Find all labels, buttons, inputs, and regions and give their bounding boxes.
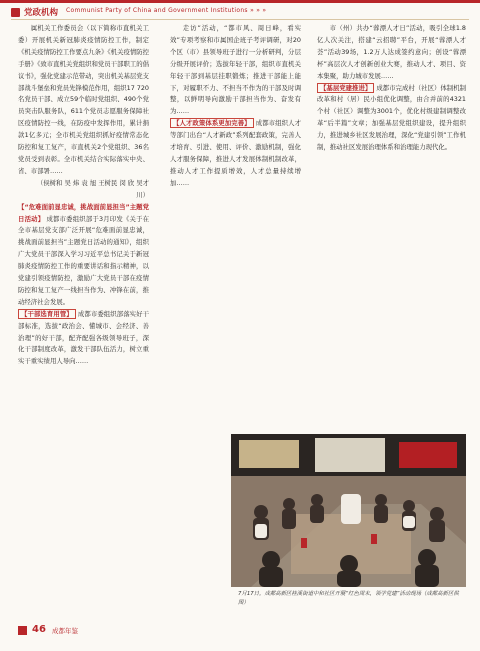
subsection-body: 成都市组织人才等部门出台“人才新政”系列配套政策，完善人才培育、引进、使用、评价、激励机制，强化人才服务保障，推进人才发展体制机制改革，推动人才工作提质增效，人才总量持续增加…… [170,119,301,187]
section-square-icon [11,8,20,17]
author-signature: （侯树和 吴 炜 袁 旭 王树民 闵 欣 吴才川） [36,178,149,199]
subsection [317,83,466,154]
section-subtitle: Communist Party of China and Government Institutions » » » [66,7,267,14]
subsection-body: 成都市委组织部于3月印发《关于在全市基层党支部广泛开展“危难面前显忠诚，挑战面前显担当”主题党日活动的通知》，组织广大党员干部深入学习习近平总书记关于新冠肺炎疫情防控工作的重要讲话和指示精神，以党建引领疫情防控，激励广大党员干部在疫情防控和复工复产一线担当作为、冲锋在前，推动经济社会发展。 [18,214,149,306]
subsection-title: 【人才政策体系更加完善】 [170,118,254,128]
magazine-name: 成都年鉴 [52,627,78,635]
page-marker-icon [18,626,27,635]
text-column-2 [170,23,301,190]
subsection-title: 【“危难面前显忠诚，挑战面前显担当”主题党日活动】 [18,202,149,223]
header-red-bar [0,0,480,3]
subsection [18,309,149,369]
subsection [18,202,149,309]
event-photo [231,434,466,587]
page-footer [0,612,480,651]
subsection-body: 成都市完成村（社区）体制机制改革和村（居）民小组优化调整，由合并前的4321个村（社区）调整为3001个，优化村级建制调整改革“后半篇”文章；加强基层党组织建设，提升组织力，推进城乡社区发展治理，深化“党建引领”工作机制，推动社区发展治理体系和治理能力现代化。 [317,83,467,152]
subsection [170,118,301,189]
subsection-title: 【干部选育用管】 [18,309,76,319]
page-number: 46 [32,624,46,635]
text-column-3 [317,23,466,154]
section-title: 党政机构 [24,8,59,18]
subsection-title: 【基层党建推进】 [317,83,374,93]
photo-caption: 7月17日，成都高新区桂溪街道中和社区开展“红色周末，领学党建”活动现场（成都高新区供图） [238,591,459,606]
subsection-body: 成都市委组织部落实好干部标准，选拔“政治会、懂城市、会经济、善治理”的好干部，配齐配强各级领导班子，深化干部制度改革，激发干部队伍活力，树立重实干重实绩用人导向…… [18,309,150,366]
paragraph: 属机关工作委员会（以下简称市直机关工委）开展机关新冠肺炎疫情防控工作，制定《机关疫情防控工作要点九条》《机关疫情防控手册》《致市直机关党组织和党员干部职工的倡议书》，强化党建示范带动，突出机关基层党支部战斗堡垒和党员先锋模范作用，组织17 720名党员干部、成立59个临时党组织、490个党员突击队服务队，611个党员志愿服务保障社区疫情防控一线，在防疫中发挥作用，累计捐款1亿多元；全市机关党组织抓好疫情常态化防控和复工复产，市直机关2个党组织、36名党员受到表彰。全市机关结合实际落实中央、省、市部署…… [18,24,150,175]
text-column-1 [18,23,149,368]
paragraph: 市（州）共办“蓉漂人才日”活动，吸引全球1.8亿人次关注，搭建“云招聘”平台，开展“蓉漂人才荟”活动39场，1.2万人达成签约意向；创设“蓉漂杯”高层次人才创新创业大赛，推动人才、项目、资本集聚，助力城市发展…… [317,24,466,80]
header-rule [11,19,469,20]
paragraph: 走访”活动，“都市风、周日峰，看实效”专项考察和市属国企班子考评调研，对20个区（市）县领导班子进行一分析研判，分层分级开展评价；选拔年轻干部，组织市直机关年轻干部到基层挂职锻炼；推进干部能上能下，对履职不力、不担当不作为的干部及时调整，以鲜明导向激励干部担当作为、奋发有为…… [170,24,301,116]
